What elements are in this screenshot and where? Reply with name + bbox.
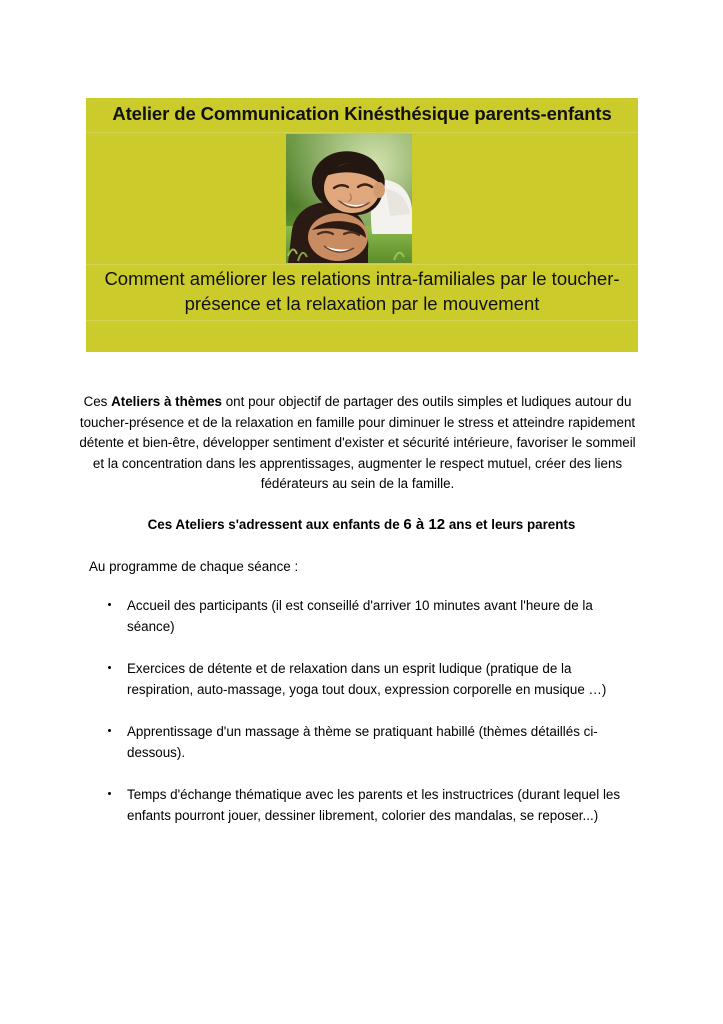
bullet-icon [108,792,111,795]
list-item [0,784,723,827]
list-item [0,595,723,638]
audience-age-range: 6 à 12 [403,515,446,533]
list-item-text: Exercices de détente et de relaxation dans un esprit ludique (pratique de la respiration, auto-massage, yoga tout doux, expression corporelle en musique …) [127,660,607,698]
list-item-text: Temps d'échange thématique avec les parents et les instructrices (durant lequel les enfants pourront jouer, dessiner librement, colorier des mandalas, se reposer...) [127,786,621,824]
intro-lead: Ces [83,394,112,409]
children-photo-graphic [286,134,412,263]
program-heading: Au programme de chaque séance : [89,558,299,574]
audience-statement [0,515,723,535]
list-item-text: Apprentissage d'un massage à thème se pratiquant habillé (thèmes détaillés ci-dessous). [127,723,598,761]
audience-prefix: Ces Ateliers s'adressent aux enfants de [147,516,404,532]
list-item [0,658,723,701]
header-banner [86,98,638,352]
bullet-icon [108,729,111,732]
list-item [0,721,723,764]
banner-divider [86,264,638,265]
intro-bold-term: Ateliers à thèmes [111,394,223,409]
page-title: Atelier de Communication Kinésthésique parents-enfants [112,103,612,124]
program-bullet-list [0,595,723,827]
banner-divider [86,132,638,133]
document-body [0,392,723,827]
bullet-icon [108,603,111,606]
intro-paragraph [0,392,723,495]
bullet-icon [108,666,111,669]
intro-rest: ont pour objectif de partager des outils simples et ludiques autour du toucher-présence et de la relaxation en famille pour diminuer le stress et atteindre rapidement détente et bien-être, développer sentiment d'exister et sécurité intérieure, favoriser le sommeil et la concentration dans les apprentissages, augmenter le respect mutuel, créer des liens fédérateurs au sein de la famille. [79,394,636,492]
page-subtitle: Comment améliorer les relations intra-familiales par le toucher-présence et la relaxation par le mouvement [104,268,620,314]
children-photo [286,134,412,263]
audience-suffix: ans et leurs parents [445,516,576,532]
list-item-text: Accueil des participants (il est conseillé d'arriver 10 minutes avant l'heure de la séance) [127,597,593,635]
banner-divider [86,320,638,321]
